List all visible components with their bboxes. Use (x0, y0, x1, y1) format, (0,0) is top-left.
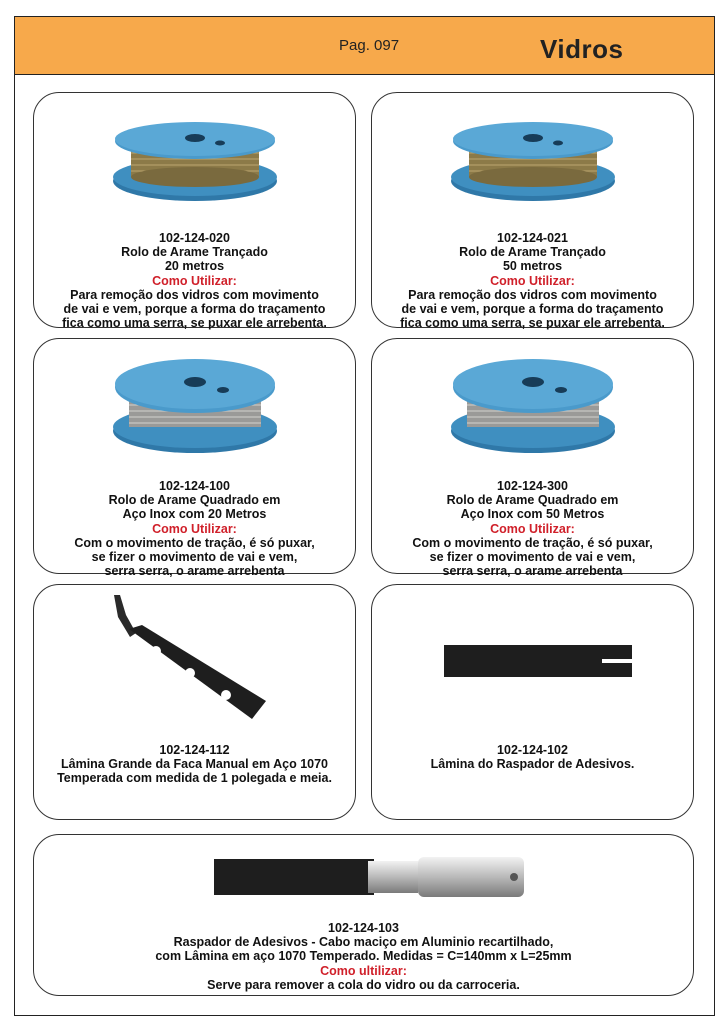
usage-text: Serve para remover a cola do vidro ou da carroceria. (207, 977, 520, 992)
product-name: Lâmina do Raspador de Adesivos. (430, 757, 635, 772)
product-code: 102-124-020 (159, 231, 230, 245)
usage-label: Como ultilizar: (320, 963, 407, 978)
product-code: 102-124-112 (159, 743, 230, 757)
knife-blade-icon (34, 593, 355, 723)
braided-wire-spool-icon (372, 117, 693, 207)
product-card (33, 834, 694, 996)
usage-text: serra serra, o arame arrebenta (442, 564, 623, 579)
product-code: 102-124-103 (328, 921, 399, 935)
page-header (15, 17, 714, 75)
product-detail: 20 metros (164, 259, 225, 274)
usage-text: Com o movimento de tração, é só puxar, (412, 535, 653, 550)
page-number: Pag. 097 (339, 37, 400, 54)
usage-text: Para remoção dos vidros com movimento (70, 287, 319, 302)
product-name: Rolo de Arame Quadrado em (108, 493, 281, 508)
scraper-blade-icon (372, 641, 693, 681)
usage-text: serra serra, o arame arrebenta (104, 564, 285, 579)
square-wire-spool-icon (372, 351, 693, 461)
product-name: Rolo de Arame Quadrado em (446, 493, 619, 508)
usage-text: de vai e vem, porque a forma do traçamento (63, 302, 326, 317)
product-card (371, 338, 694, 579)
usage-text: fica como uma serra, se puxar ele arrebenta. (62, 316, 327, 331)
product-detail: Temperada com medida de 1 polegada e meia. (57, 771, 332, 786)
usage-label: Como Utilizar: (152, 521, 237, 536)
usage-label: Como Utilizar: (490, 521, 575, 536)
usage-text: se fizer o movimento de vai e vem, (91, 550, 298, 565)
braided-wire-spool-icon (34, 117, 355, 207)
product-card (371, 584, 694, 820)
product-detail: 50 metros (502, 259, 563, 274)
product-card (33, 338, 356, 579)
adhesive-scraper-icon (34, 847, 693, 907)
product-card (33, 92, 356, 331)
product-name: Lâmina Grande da Faca Manual em Aço 1070 (61, 757, 328, 772)
square-wire-spool-icon (34, 351, 355, 461)
usage-label: Como Utilizar: (490, 273, 575, 288)
usage-text: Com o movimento de tração, é só puxar, (74, 535, 315, 550)
product-code: 102-124-300 (497, 479, 568, 493)
product-code: 102-124-100 (159, 479, 230, 493)
product-card (371, 92, 694, 331)
usage-label: Como Utilizar: (152, 273, 237, 288)
product-card (33, 584, 356, 820)
usage-text: de vai e vem, porque a forma do traçamento (401, 302, 664, 317)
product-code: 102-124-021 (497, 231, 568, 245)
product-name: Rolo de Arame Trançado (459, 245, 606, 260)
usage-text: fica como uma serra, se puxar ele arrebenta. (400, 316, 665, 331)
product-detail: Aço Inox com 50 Metros (460, 507, 605, 522)
catalog-page (14, 16, 715, 1016)
usage-text: se fizer o movimento de vai e vem, (429, 550, 636, 565)
product-detail: Aço Inox com 20 Metros (122, 507, 267, 522)
product-name: Rolo de Arame Trançado (121, 245, 268, 260)
product-name: Raspador de Adesivos - Cabo maciço em Aluminio recartilhado, (173, 935, 554, 950)
product-detail: com Lâmina em aço 1070 Temperado. Medidas = C=140mm x L=25mm (155, 949, 572, 964)
section-title: Vidros (540, 34, 624, 64)
usage-text: Para remoção dos vidros com movimento (408, 287, 657, 302)
product-code: 102-124-102 (497, 743, 568, 757)
